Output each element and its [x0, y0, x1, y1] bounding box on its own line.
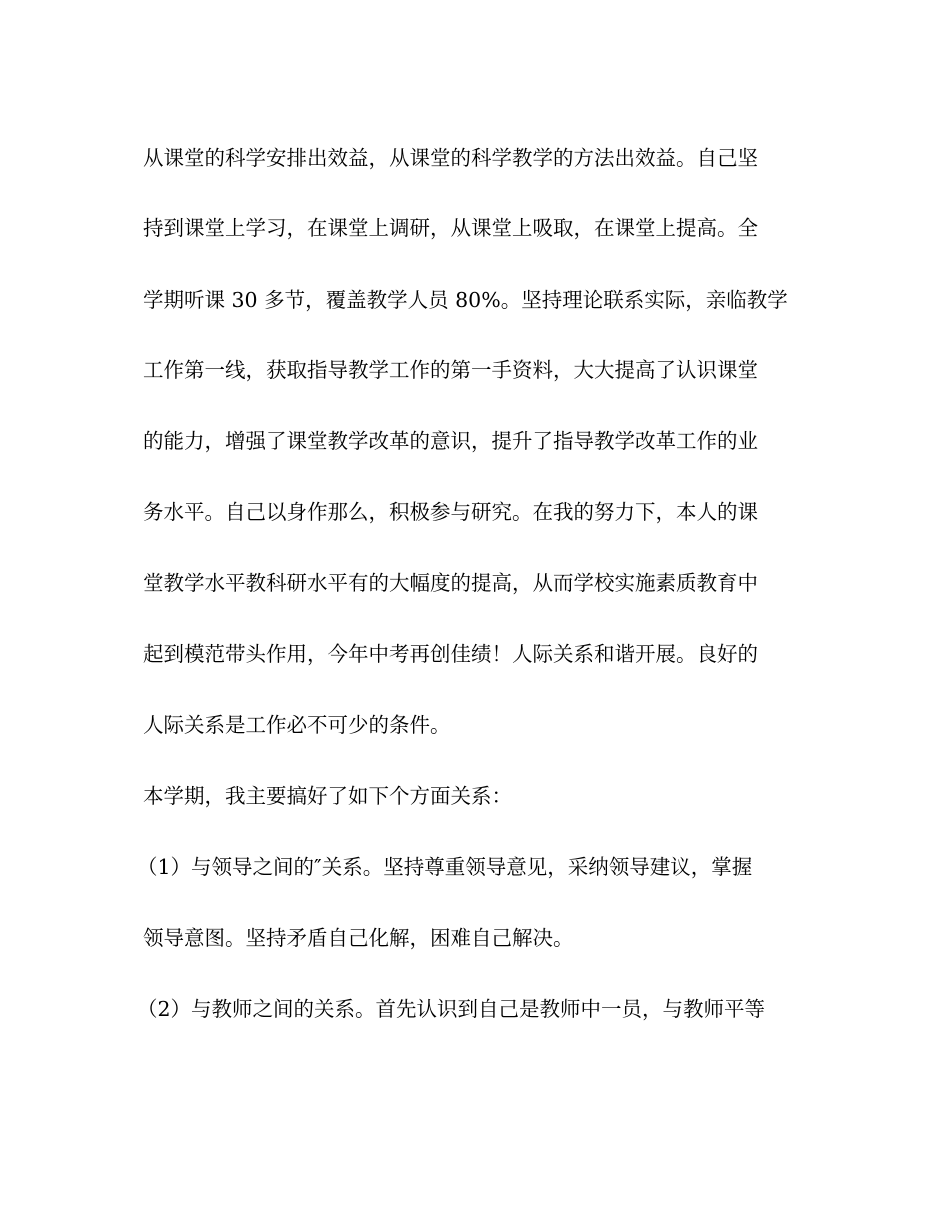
text-line: 学期听课 30 多节，覆盖教学人员 80%。坚持理论联系实际，亲临教学: [143, 288, 788, 312]
text-line: 持到课堂上学习，在课堂上调研，从课堂上吸取，在课堂上提高。全: [143, 216, 758, 240]
text-line: 务水平。自己以身作那么，积极参与研究。在我的努力下，本人的课: [143, 500, 758, 524]
text-line: 的能力，增强了课堂教学改革的意识，提升了指导教学改革工作的业: [143, 429, 758, 453]
text-line: 从课堂的科学安排出效益，从课堂的科学教学的方法出效益。自己坚: [143, 146, 758, 170]
text-line: 堂教学水平教科研水平有的大幅度的提高，从而学校实施素质教育中: [143, 571, 758, 595]
text-line: 人际关系是工作必不可少的条件。: [143, 713, 451, 737]
text-line: （2）与教师之间的关系。首先认识到自己是教师中一员，与教师平等: [137, 997, 766, 1021]
text-line: 本学期，我主要搞好了如下个方面关系：: [143, 784, 512, 808]
text-line: 工作第一线，获取指导教学工作的第一手资料，大大提高了认识课堂: [143, 358, 758, 382]
text-line: （1）与领导之间的″关系。坚持尊重领导意见，采纳领导建议，掌握: [137, 855, 753, 879]
text-line: 起到模范带头作用，今年中考再创佳绩！人际关系和谐开展。良好的: [143, 642, 758, 666]
text-line: 领导意图。坚持矛盾自己化解，困难自己解决。: [143, 926, 574, 950]
